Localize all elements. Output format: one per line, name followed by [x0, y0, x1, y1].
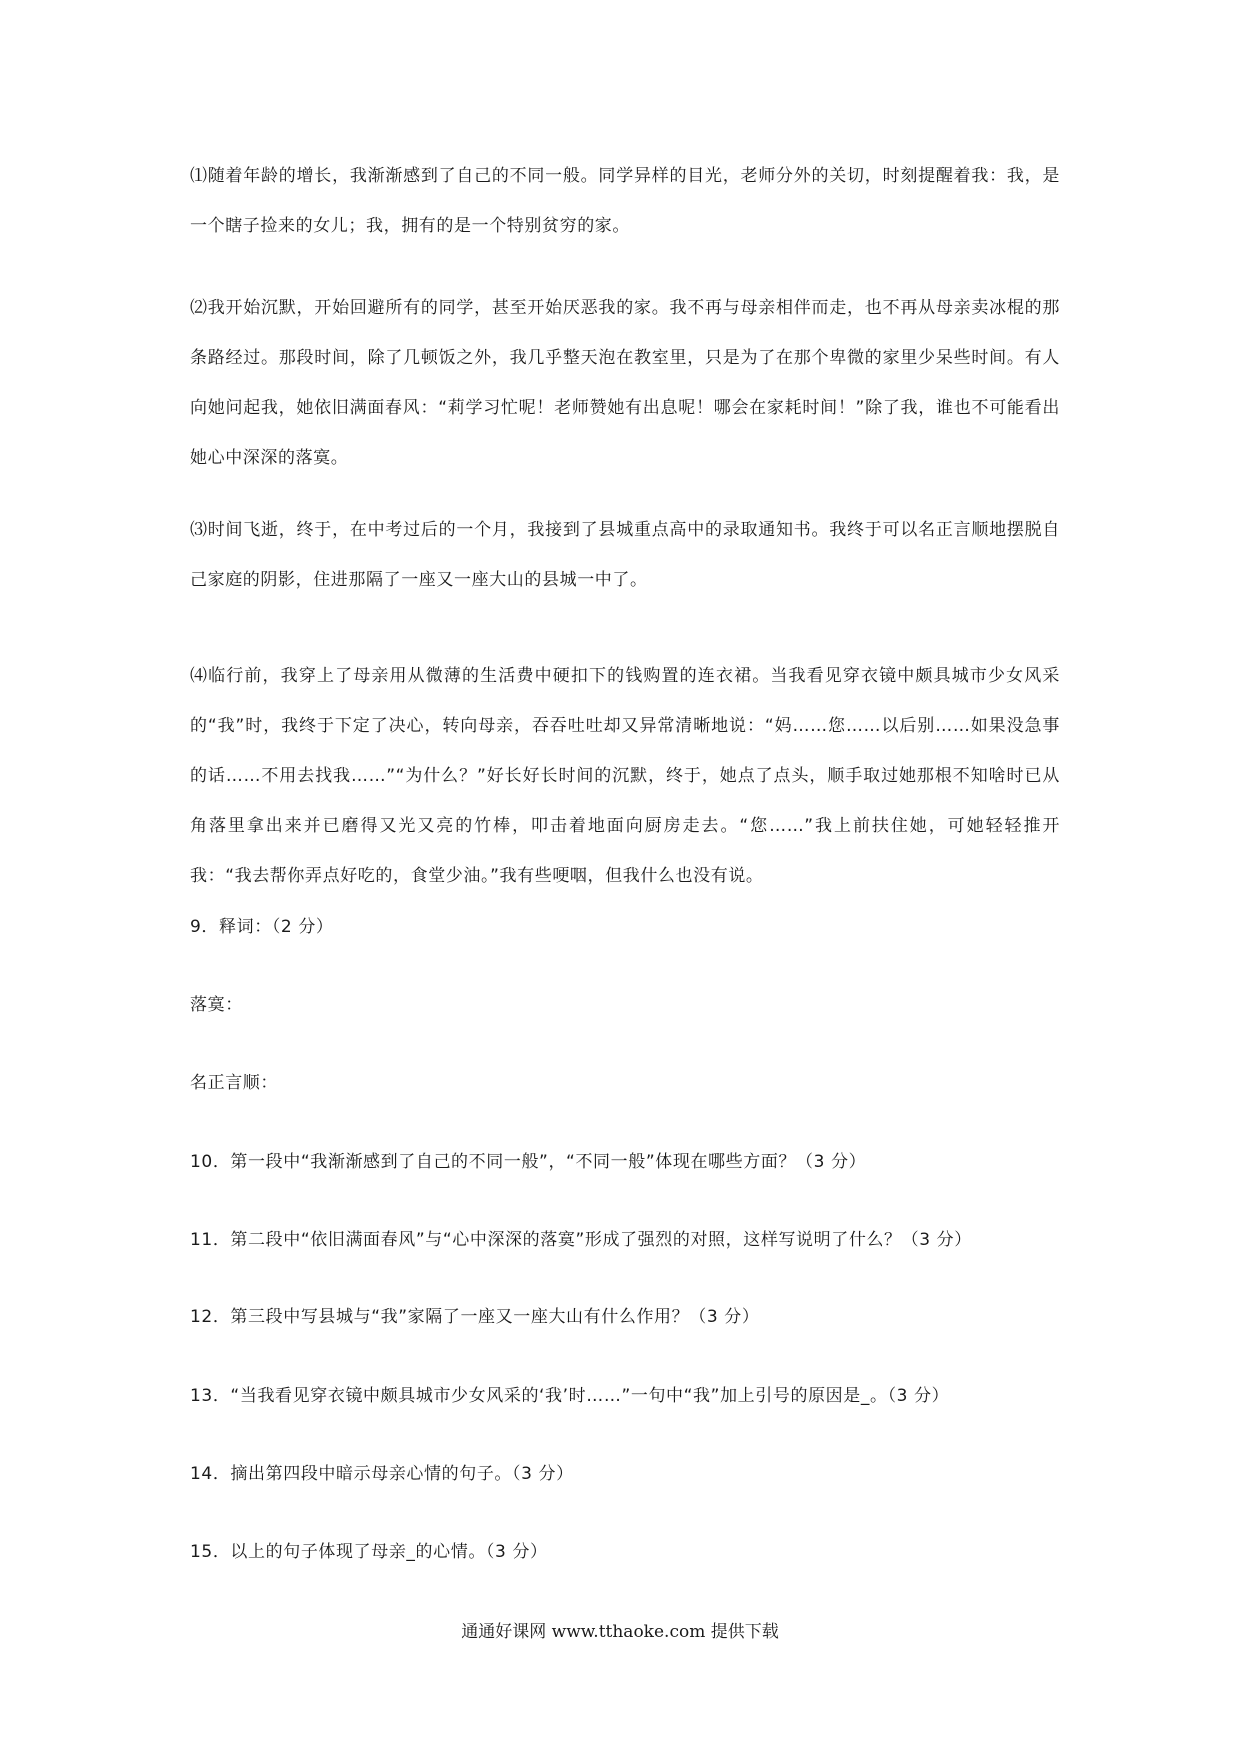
passage-paragraph-2: ⑵我开始沉默，开始回避所有的同学，甚至开始厌恶我的家。我不再与母亲相伴而走，也不再从母亲卖冰棍的那条路经过。那段时间，除了几顿饭之外，我几乎整天泡在教室里，只是为了在那个卑微的家里少呆些时间。有人向她问起我，她依旧满面春风：“莉学习忙呢！老师赞她有出息呢！哪会在家耗时间！”除了我，谁也不可能看出她心中深深的落寞。: [190, 298, 1060, 468]
question-13: 13．“当我看见穿衣镜中颇具城市少女风采的‘我’时……”一句中“我”加上引号的原因是_。（3 分）: [190, 1386, 950, 1406]
term-mingzhengyanshun: 名正言顺：: [190, 1073, 278, 1093]
question-14: 14．摘出第四段中暗示母亲心情的句子。（3 分）: [190, 1464, 574, 1484]
footer-source: 通通好课网 www.tthaoke.com 提供下载: [461, 1622, 779, 1642]
term-luomo: 落寞：: [190, 995, 243, 1015]
passage-paragraph-1: ⑴随着年龄的增长，我渐渐感到了自己的不同一般。同学异样的目光，老师分外的关切，时刻提醒着我：我，是一个瞎子捡来的女儿；我，拥有的是一个特别贫穷的家。: [190, 166, 1060, 236]
passage-paragraph-3: ⑶时间飞逝，终于，在中考过后的一个月，我接到了县城重点高中的录取通知书。我终于可以名正言顺地摆脱自己家庭的阴影，住进那隔了一座又一座大山的县城一中了。: [190, 520, 1060, 590]
question-12: 12．第三段中写县城与“我”家隔了一座又一座大山有什么作用？（3 分）: [190, 1307, 760, 1327]
question-9: 9．释词：（2 分）: [190, 917, 334, 937]
question-15: 15．以上的句子体现了母亲_的心情。（3 分）: [190, 1542, 548, 1562]
question-10: 10．第一段中“我渐渐感到了自己的不同一般”，“不同一般”体现在哪些方面？（3 分）: [190, 1152, 867, 1172]
question-11: 11．第二段中“依旧满面春风”与“心中深深的落寞”形成了强烈的对照，这样写说明了什么？（3 分）: [190, 1230, 972, 1250]
passage-paragraph-4: ⑷临行前，我穿上了母亲用从微薄的生活费中硬扣下的钱购置的连衣裙。当我看见穿衣镜中颇具城市少女风采的“我”时，我终于下定了决心，转向母亲，吞吞吐吐却又异常清晰地说：“妈……您……以后别……如果没急事的话……不用去找我……”“为什么？”好长好长时间的沉默，终于，她点了点头，顺手取过她那根不知啥时已从角落里拿出来并已磨得又光又亮的竹棒，叩击着地面向厨房走去。“您……”我上前扶住她，可她轻轻推开我：“我去帮你弄点好吃的，食堂少油。”我有些哽咽，但我什么也没有说。: [190, 666, 1060, 886]
